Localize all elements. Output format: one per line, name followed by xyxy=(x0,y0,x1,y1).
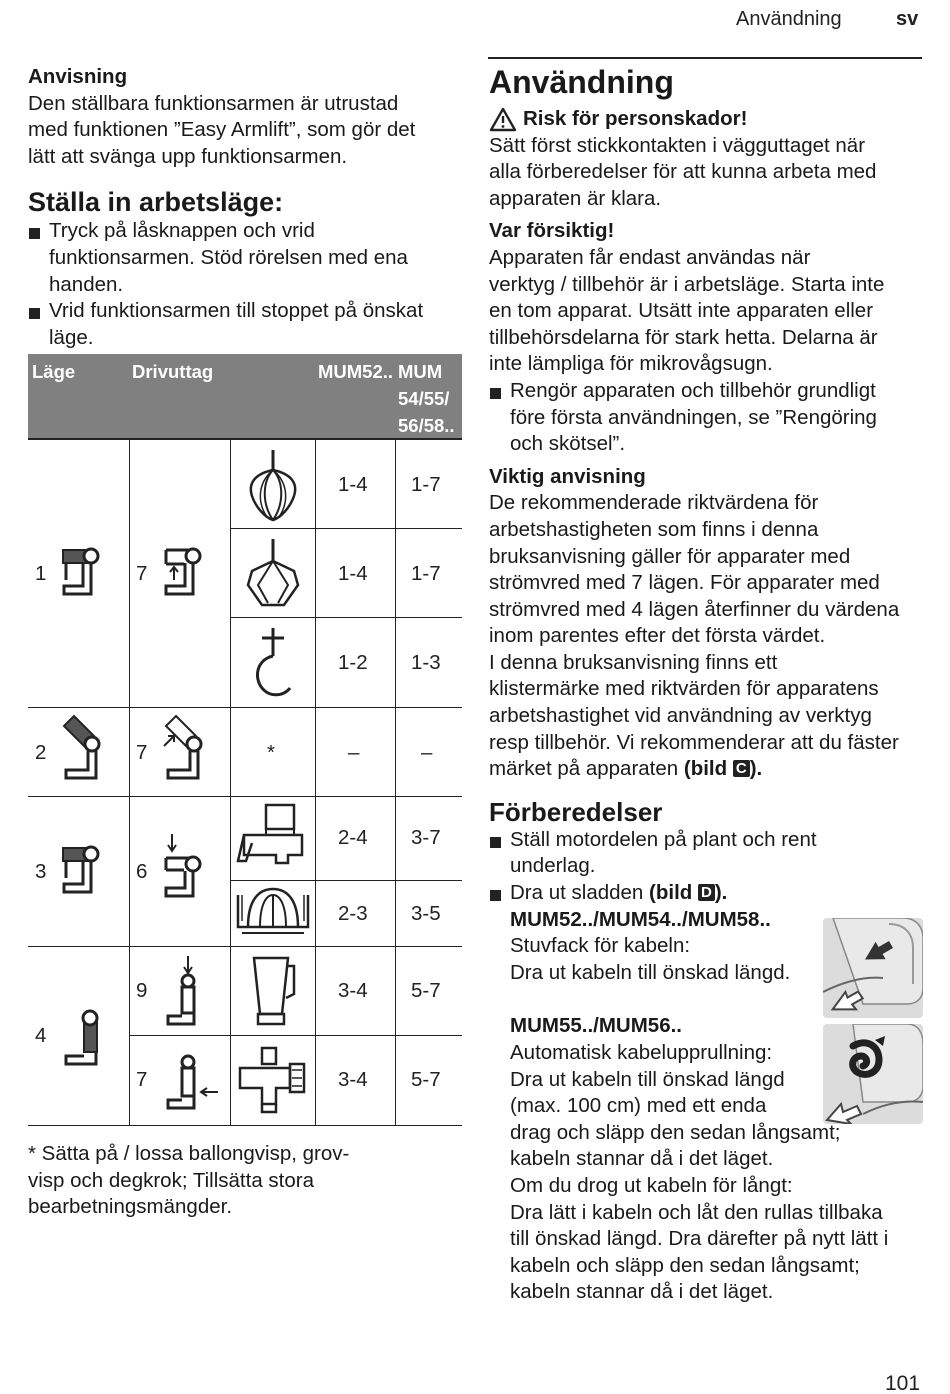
caution-line: en tom apparat. Utsätt inte apparaten eller xyxy=(489,299,874,323)
left-column xyxy=(28,64,462,351)
list-item-line: till önskad längd. Dra därefter på nytt lätt i xyxy=(510,1227,889,1251)
important-line: strömvred med 7 lägen. För apparater med xyxy=(489,571,880,595)
caution-line: verktyg / tillbehör är i arbetsläge. Starta inte xyxy=(489,272,885,296)
row-divider xyxy=(28,1125,462,1126)
citrus-press-icon xyxy=(236,887,310,941)
speed-value-mum54: – xyxy=(421,741,433,764)
list-item-line: handen. xyxy=(49,272,124,296)
footnote-line: bearbetningsmängder. xyxy=(28,1195,233,1219)
row-divider xyxy=(230,880,462,881)
warning-line: Sätt först stickkontakten i vägguttaget när xyxy=(489,133,866,157)
speed-value-mum54: 1-7 xyxy=(411,473,441,496)
figure-badge-d: D xyxy=(698,884,715,901)
list-item-line: (max. 100 cm) med ett enda xyxy=(510,1094,767,1118)
speed-value-mum54: 1-3 xyxy=(411,651,441,674)
row-divider xyxy=(129,1035,462,1036)
header-rule xyxy=(488,57,922,59)
list-item xyxy=(28,298,462,351)
speed-value-mum54: 3-7 xyxy=(411,826,441,849)
list-item-line: Automatisk kabelupprullning: xyxy=(510,1041,773,1064)
list-item-line: kabeln och släpp den sedan långsamt; xyxy=(510,1253,860,1277)
important-line: arbetshastighet vid användning av verktyg xyxy=(489,704,872,728)
list-item-line: Dra lätt i kabeln och låt den rullas tillbaka xyxy=(510,1200,883,1224)
speed-value-mum52: 1-4 xyxy=(338,473,368,496)
footnote-line: * Sätta på / lossa ballongvisp, grov- xyxy=(28,1142,350,1165)
important-line xyxy=(489,756,923,783)
caution-title: Var försiktig! xyxy=(489,219,615,243)
list-item-line: före första användningen, se ”Rengöring xyxy=(510,405,877,429)
header-section-title: Användning xyxy=(736,8,842,30)
important-line: bruksanvisning gäller för apparater med xyxy=(489,544,851,568)
cable-rewind-photo xyxy=(823,1024,923,1124)
speed-value-mum52: – xyxy=(348,741,360,764)
continuous-shredder-icon xyxy=(236,803,308,869)
arm-position-2-icon xyxy=(60,714,104,782)
drive-outlet-9-icon xyxy=(162,956,206,1028)
figure-reference-close: ). xyxy=(714,881,728,905)
speed-table xyxy=(28,354,462,1126)
section-heading-preparations: Förberedelser xyxy=(489,796,663,827)
list-item-line: underlag. xyxy=(510,854,596,878)
column-divider xyxy=(315,440,316,1126)
figure-reference: (bild xyxy=(683,757,733,781)
drive-number: 7 xyxy=(136,1068,148,1091)
speed-value-mum54: 5-7 xyxy=(411,1068,441,1091)
arm-position-4-icon xyxy=(60,1006,104,1072)
list-item-line: Stuvfack för kabeln: xyxy=(510,934,691,958)
list-item-line: Dra ut kabeln till önskad längd xyxy=(510,1067,785,1091)
row-divider xyxy=(230,617,462,618)
figure-badge-c: C xyxy=(733,760,750,777)
balloon-whisk-icon xyxy=(244,448,302,524)
list-item-line: Rengör apparaten och tillbehör grundligt xyxy=(510,378,876,402)
drive-outlet-6-icon xyxy=(162,832,206,900)
warning-line: apparaten är klara. xyxy=(489,186,662,210)
important-line: inom parentes efter det första värdet. xyxy=(489,624,826,648)
note-title: Anvisning xyxy=(28,65,128,88)
important-line: strömvred med 4 lägen återfinner du värdena xyxy=(489,597,900,621)
drive-outlet-7-icon xyxy=(162,544,206,600)
model-list-2: MUM55../MUM56.. xyxy=(510,1014,682,1038)
table-header-rule xyxy=(28,438,462,440)
table-header-mode: Läge xyxy=(32,361,76,382)
column-divider xyxy=(230,440,231,1126)
list-item-line: funktionsarmen. Stöd rörelsen med ena xyxy=(49,245,408,269)
warning-line: alla förberedelser för att kunna arbeta med xyxy=(489,160,877,184)
list-item-line: Vrid funktionsarmen till stoppet på önskat xyxy=(49,299,424,323)
mode-number: 1 xyxy=(35,562,47,585)
table-header-drive: Drivuttag xyxy=(132,361,214,382)
row-divider xyxy=(28,707,462,708)
note-line: Den ställbara funktionsarmen är utrustad xyxy=(28,91,399,115)
drive-number: 7 xyxy=(136,741,148,764)
list-item xyxy=(489,378,923,458)
speed-value-mum52: 2-3 xyxy=(338,902,368,925)
drive-number: 9 xyxy=(136,979,148,1002)
model-list-1: MUM52../MUM54../MUM58.. xyxy=(510,907,771,931)
page-title: Användning xyxy=(489,64,674,100)
list-item xyxy=(28,218,462,298)
caution-line: Apparaten får endast användas när xyxy=(489,245,811,269)
arm-position-3-icon xyxy=(60,842,104,898)
important-line: resp tillbehör. Vi rekommenderar att du fäster xyxy=(489,730,899,754)
column-divider xyxy=(395,440,396,1126)
row-divider xyxy=(28,796,462,797)
section-heading-working-position: Ställa in arbetsläge: xyxy=(28,187,284,218)
speed-value-mum54: 1-7 xyxy=(411,562,441,585)
important-line: klistermärke med riktvärden för apparatens xyxy=(489,677,879,701)
speed-value-mum54: 5-7 xyxy=(411,979,441,1002)
important-line-text: märket på apparaten xyxy=(489,757,684,781)
table-header-mum54: MUM xyxy=(398,361,443,382)
figure-reference: (bild xyxy=(649,881,698,905)
list-item-line: och skötsel”. xyxy=(510,432,626,456)
table-header-mum52: MUM52.. xyxy=(318,361,394,382)
figure-reference-close: ). xyxy=(749,757,763,781)
note-line: med funktionen ”Easy Armlift”, som gör det xyxy=(28,118,416,142)
warning-triangle-icon xyxy=(489,107,517,132)
drive-number: 6 xyxy=(136,860,148,883)
speed-value-mum52: 3-4 xyxy=(338,979,368,1002)
footnote-line: visp och degkrok; Tillsätta stora xyxy=(28,1168,314,1192)
drive-outlet-7-icon xyxy=(162,1044,222,1116)
list-item-line: kabeln stannar då i det läget. xyxy=(510,1280,774,1304)
header-language-code: sv xyxy=(896,8,919,30)
note-line: lätt att svänga upp funktionsarmen. xyxy=(28,144,348,168)
caution-line: tillbehörsdelarna för stark hetta. Delarna är xyxy=(489,325,878,349)
column-divider xyxy=(129,440,130,1126)
cable-storage-photo xyxy=(823,918,923,1018)
mode-number: 3 xyxy=(35,860,47,883)
important-line: I denna bruksanvisning finns ett xyxy=(489,650,778,674)
speed-value-mum52: 2-4 xyxy=(338,826,368,849)
mode-number: 2 xyxy=(35,741,47,764)
speed-value-mum52: 3-4 xyxy=(338,1068,368,1091)
important-line: De rekommenderade riktvärdena för xyxy=(489,491,819,515)
speed-value-mum54: 3-5 xyxy=(411,902,441,925)
speed-value-mum52: 1-2 xyxy=(338,651,368,674)
warning-title xyxy=(489,106,923,133)
mode-number: 4 xyxy=(35,1024,47,1047)
stirring-whisk-icon xyxy=(244,537,302,613)
drive-outlet-7-icon xyxy=(162,714,206,782)
list-item-line: Om du drog ut kabeln för långt: xyxy=(510,1173,793,1197)
drive-number: 7 xyxy=(136,562,148,585)
list-item-line: drag och släpp den sedan långsamt; xyxy=(510,1120,841,1144)
warning-title-text: Risk för personskador! xyxy=(523,107,748,130)
caution-list xyxy=(489,378,923,458)
list-item-text: Dra ut sladden xyxy=(510,881,650,905)
important-title: Viktig anvisning xyxy=(489,464,646,488)
page-number: 101 xyxy=(885,1372,921,1394)
caution-line: inte lämpliga för mikrovågsugn. xyxy=(489,352,773,376)
kneading-hook-icon xyxy=(244,626,302,702)
list-item-line: Dra ut kabeln till önskad längd. xyxy=(510,960,791,984)
speed-value-mum52: 1-4 xyxy=(338,562,368,585)
table-header-mum54: 54/55/ xyxy=(398,388,450,409)
row-divider xyxy=(28,946,462,947)
list-item-line: kabeln stannar då i det läget. xyxy=(510,1147,774,1171)
footnote-marker: * xyxy=(267,741,275,764)
list-item xyxy=(489,827,923,880)
table-header-mum54: 56/58.. xyxy=(398,415,455,436)
arm-position-1-icon xyxy=(60,544,104,600)
table-header-row xyxy=(28,354,462,440)
instruction-list xyxy=(28,218,462,351)
list-item-line xyxy=(510,880,923,907)
list-item-line: Ställ motordelen på plant och rent xyxy=(510,827,817,851)
important-line: arbetshastigheten som finns i denna xyxy=(489,517,819,541)
row-divider xyxy=(230,528,462,529)
list-item-line: läge. xyxy=(49,325,94,349)
meat-mincer-icon xyxy=(236,1044,308,1116)
blender-icon xyxy=(248,954,298,1028)
table-footnote xyxy=(28,1141,462,1221)
list-item-line: Tryck på låsknappen och vrid xyxy=(49,219,315,243)
